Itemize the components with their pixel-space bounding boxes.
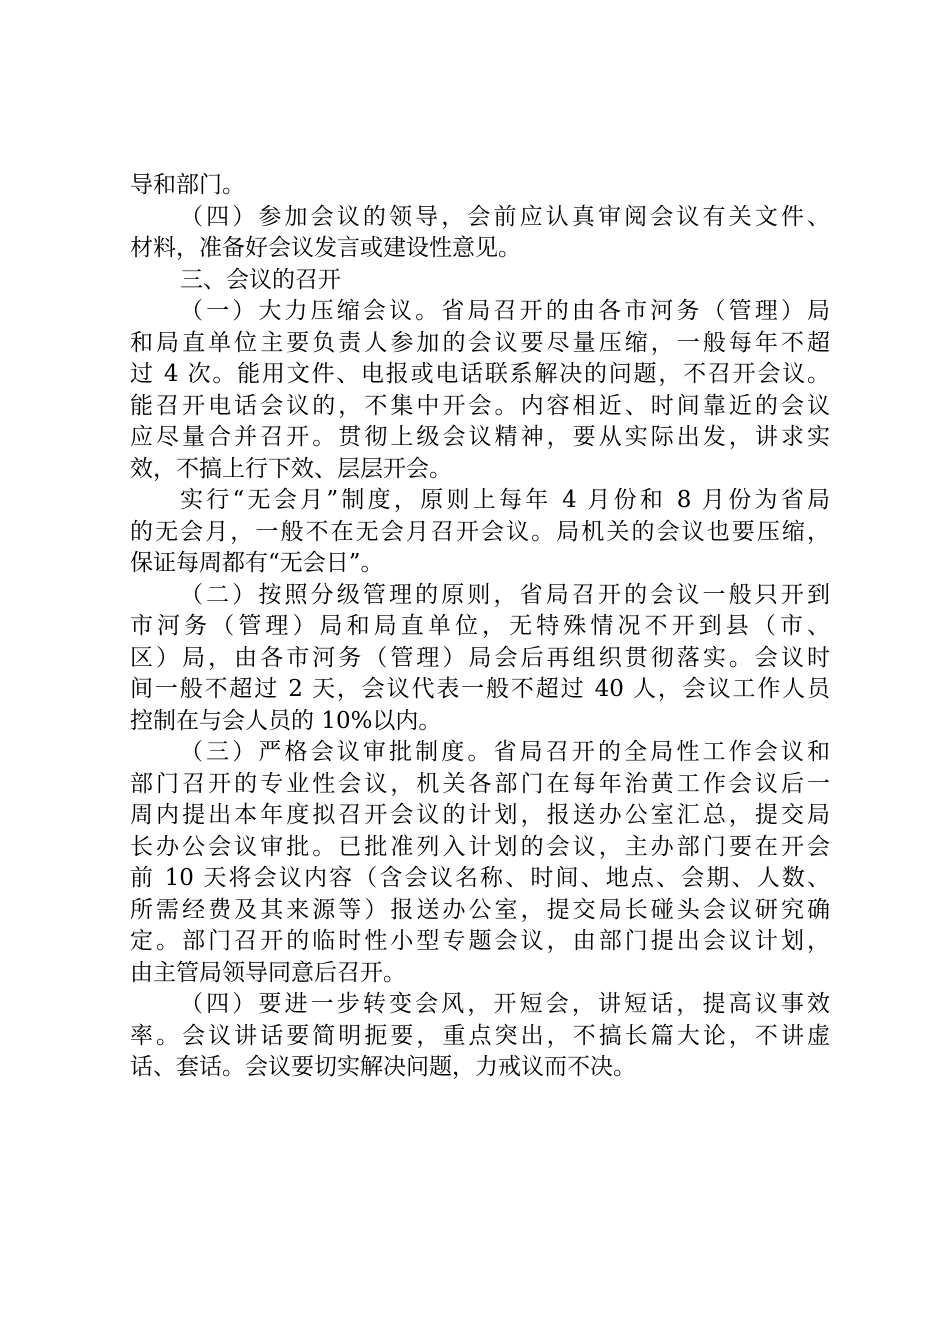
text-line: 导和部门。 [130,172,245,198]
text-line: （四）要进一步转变会风，开短会，讲短话，提高议事效 [180,991,830,1017]
text-line: 前 10 天将会议内容（含会议名称、时间、地点、会期、人数、 [130,865,830,891]
text-line: 控制在与会人员的 10%以内。 [130,707,442,734]
text-line: 话、套话。会议要切实解决问题，力戒议而不决。 [130,1054,636,1080]
text-line: 周内提出本年度拟召开会议的计划，报送办公室汇总，提交局 [130,802,830,828]
text-line: 长办公会议审批。已批准列入计划的会议，主办部门要在开会 [130,833,830,860]
document-body [130,170,830,1084]
text-line: 市河务（管理）局和局直单位，无特殊情况不开到县（市、 [130,613,830,639]
text-line: 能召开电话会议的，不集中开会。内容相近、时间靠近的会议 [130,392,830,419]
text-line: 间一般不超过 2 天，会议代表一般不超过 40 人，会议工作人员 [130,676,830,702]
text-line: 定。部门召开的临时性小型专题会议，由部门提出会议计划， [130,928,830,954]
text-line: 所需经费及其来源等）报送办公室，提交局长碰头会议研究确 [130,896,830,923]
text-line: （四）参加会议的领导，会前应认真审阅会议有关文件、 [180,203,830,230]
text-line: 和局直单位主要负责人参加的会议要尽量压缩，一般每年不超 [130,329,830,356]
text-line: 过 4 次。能用文件、电报或电话联系解决的问题，不召开会议。 [130,361,830,387]
section-heading: 三、会议的召开 [180,266,341,293]
text-line: 保证每周都有“无会日”。 [130,550,384,576]
text-line: 的无会月，一般不在无会月召开会议。局机关的会议也要压缩， [130,518,830,545]
text-line: 由主管局领导同意后召开。 [130,959,406,986]
text-line: 材料，准备好会议发言或建设性意见。 [130,235,521,261]
text-line: 部门召开的专业性会议，机关各部门在每年治黄工作会议后一 [130,770,830,797]
text-line: （一）大力压缩会议。省局召开的由各市河务（管理）局 [180,298,830,324]
text-line: 实行“无会月”制度，原则上每年 4 月份和 8 月份为省局 [180,487,830,513]
text-line: 应尽量合并召开。贯彻上级会议精神，要从实际出发，讲求实 [130,424,830,450]
text-line: 率。会议讲话要简明扼要，重点突出，不搞长篇大论，不讲虚 [130,1022,830,1049]
text-line: 效，不搞上行下效、层层开会。 [130,455,452,482]
text-line: （三）严格会议审批制度。省局召开的全局性工作会议和 [180,739,830,765]
text-line: 区）局，由各市河务（管理）局会后再组织贯彻落实。会议时 [130,644,830,671]
text-line: （二）按照分级管理的原则，省局召开的会议一般只开到 [180,581,830,608]
